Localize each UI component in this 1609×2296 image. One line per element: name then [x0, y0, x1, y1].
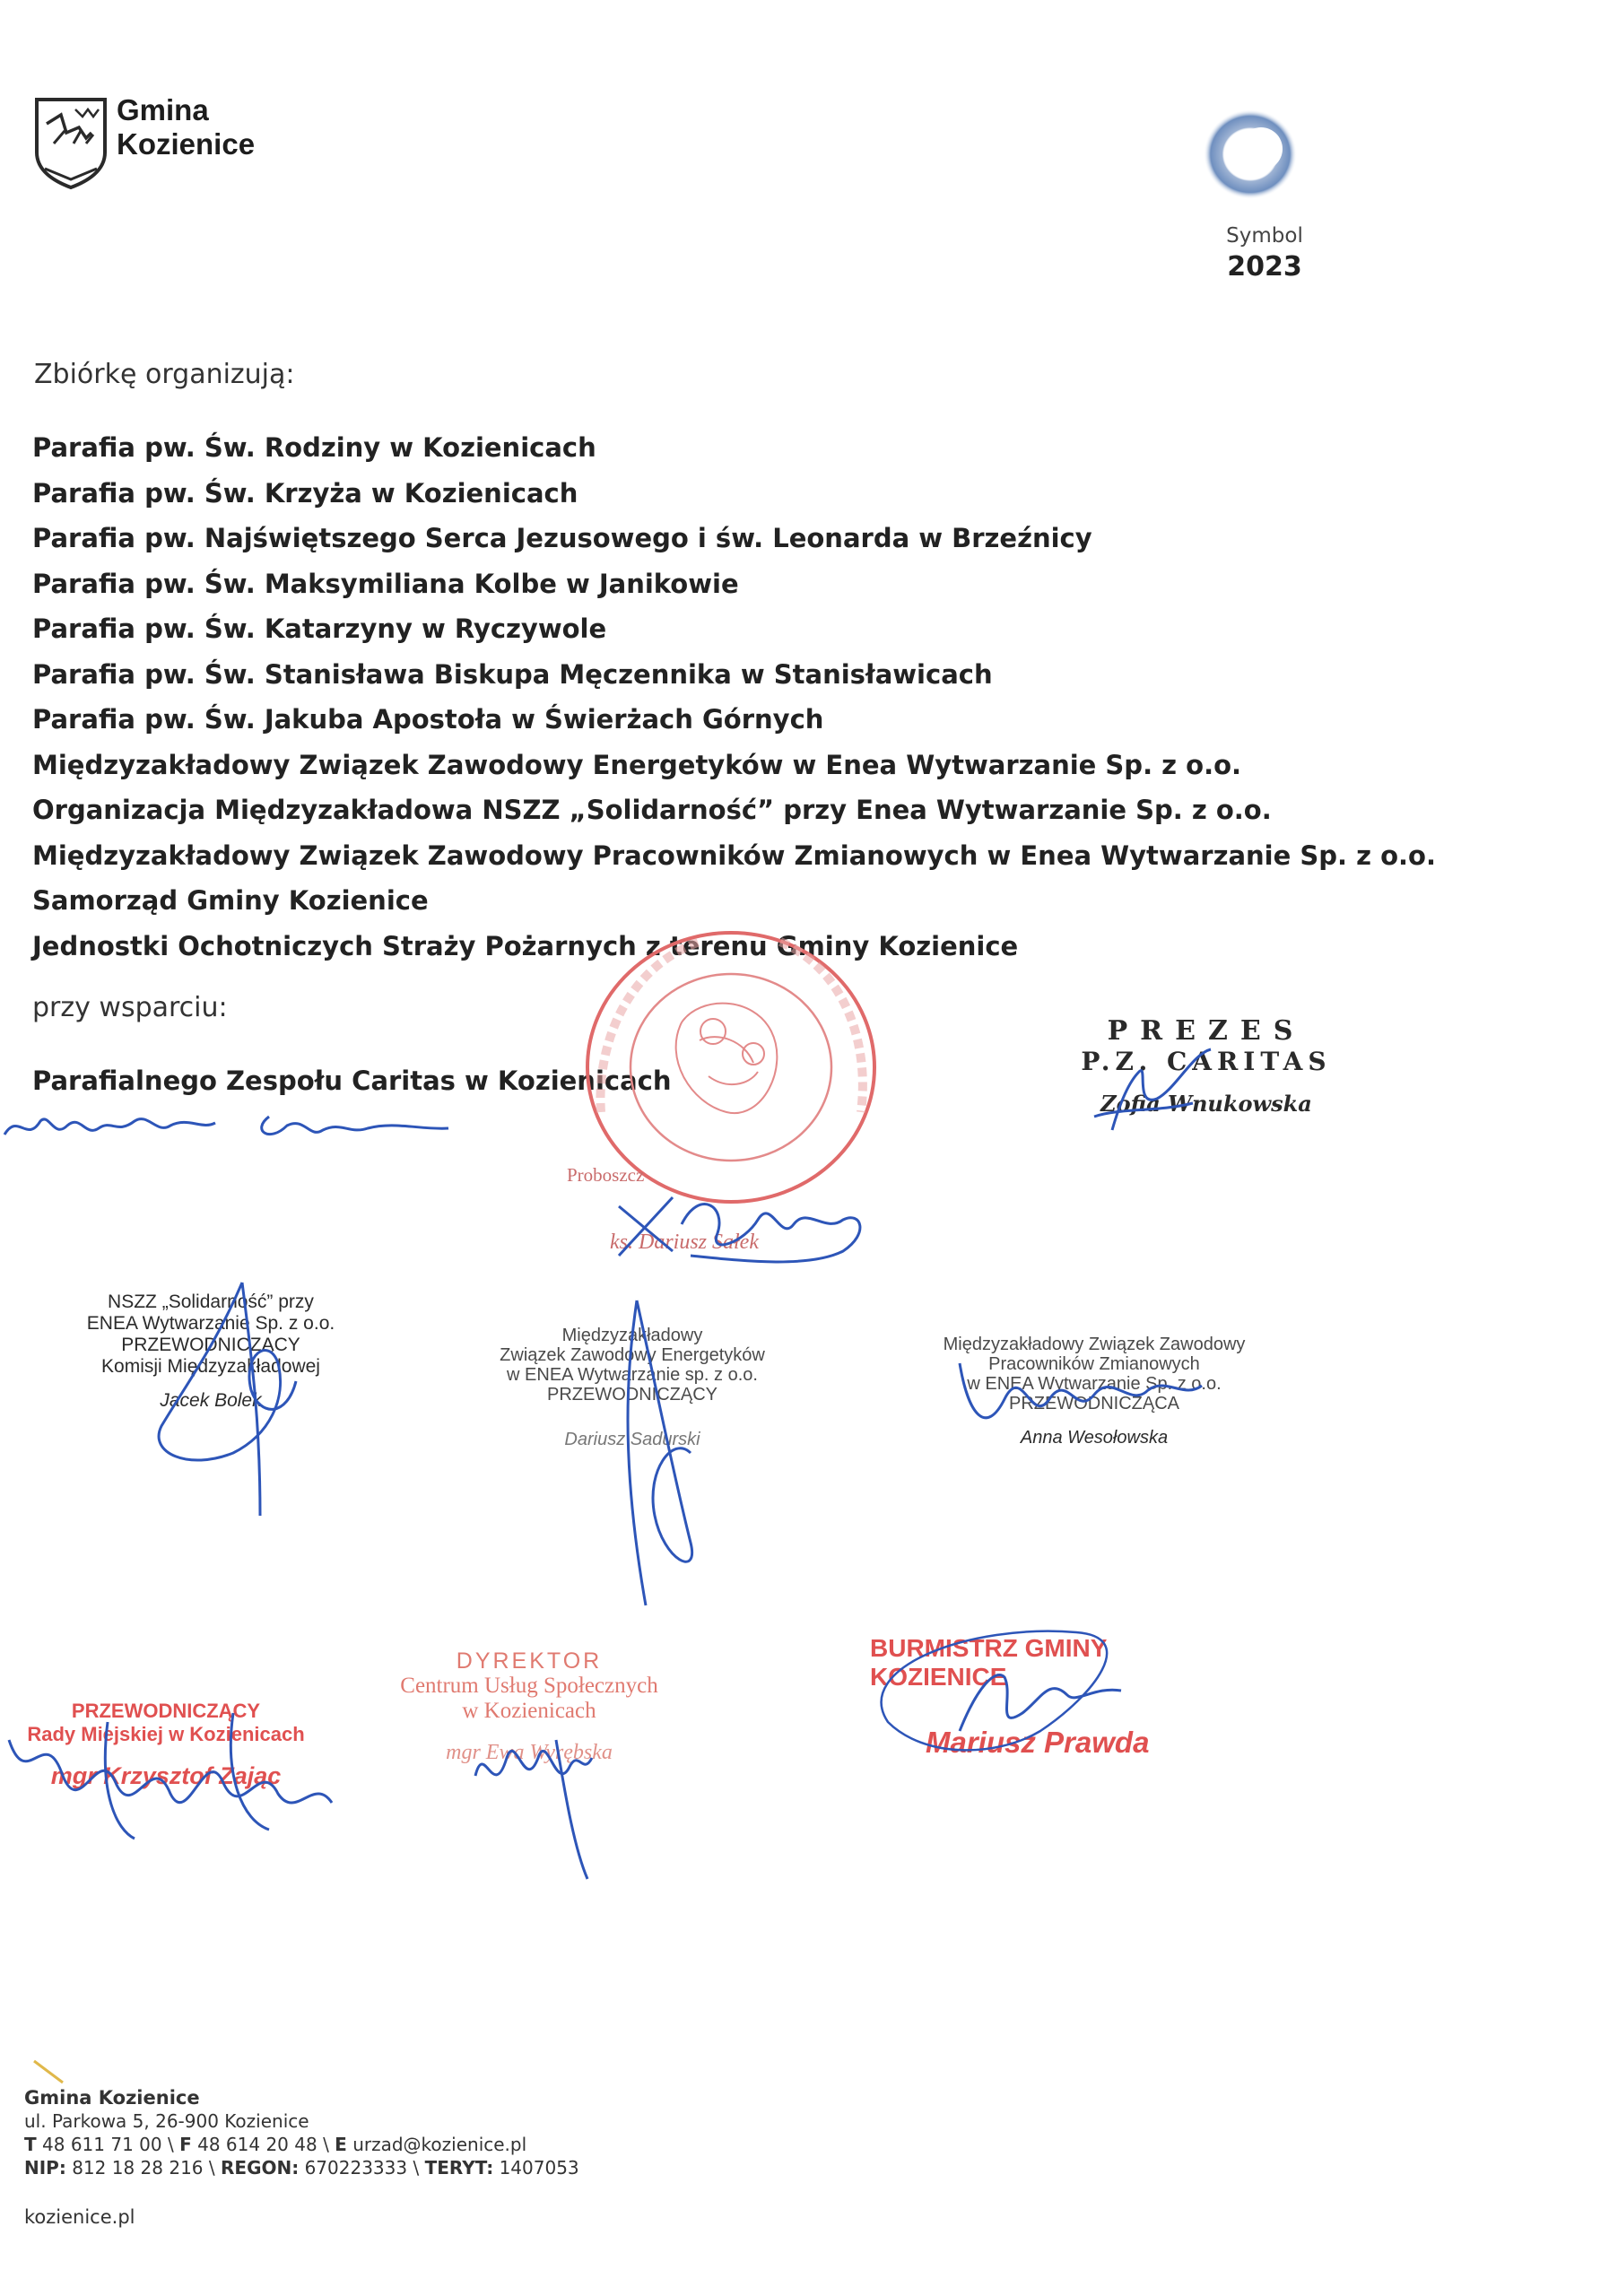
- organizer-item: Międzyzakładowy Związek Zawodowy Energetyków w Enea Wytwarzanie Sp. z o.o.: [32, 749, 1242, 780]
- organizer-item: Parafia pw. Św. Maksymiliana Kolbe w Janikowie: [32, 568, 739, 599]
- stamp-signer-name: Zofia Wnukowska: [1100, 1091, 1312, 1117]
- stamp-line: NSZZ „Solidarność” przy: [108, 1292, 314, 1312]
- organizer-item: Parafia pw. Św. Stanisława Biskupa Męczennika w Stanisławicach: [32, 658, 993, 690]
- gmina-crest-icon: [34, 97, 108, 190]
- teryt-label: TERYT:: [424, 2157, 494, 2179]
- symbol-year: 2023: [1227, 251, 1302, 283]
- seal-proboszcz-text: Proboszcz: [567, 1164, 645, 1186]
- symbol-label: Symbol: [1226, 224, 1303, 248]
- organizer-item: Międzyzakładowy Związek Zawodowy Pracowników Zmianowych w Enea Wytwarzanie Sp. z o.o.: [32, 839, 1436, 871]
- support-intro: przy wsparciu:: [32, 992, 228, 1023]
- teryt-value: 1407053: [499, 2157, 579, 2179]
- handwritten-signature: [0, 1094, 466, 1157]
- stamp-signer-name: mgr Ewa Wyrębska: [446, 1741, 613, 1764]
- stamp-signer-name: mgr Krzysztof Zając: [50, 1762, 282, 1789]
- logo-line-2: Kozienice: [117, 127, 256, 161]
- support-organization: Parafialnego Zespołu Caritas w Kozienicach: [32, 1065, 672, 1096]
- handwritten-signature: [574, 1292, 718, 1614]
- fax-label: F: [179, 2134, 192, 2155]
- seal-priest-name: ks. Dariusz Sałek: [610, 1231, 759, 1254]
- footer-org-name: Gmina Kozienice: [24, 2087, 200, 2109]
- footer-phones: [24, 2133, 579, 2156]
- stamp-line: ENEA Wytwarzanie Sp. z o.o.: [86, 1313, 335, 1334]
- stamp-line: w Kozienicach: [462, 1699, 596, 1723]
- stamp-line: w ENEA Wytwarzanie sp. z o.o.: [507, 1365, 758, 1385]
- organizers-list: [32, 425, 1436, 969]
- separator: \: [208, 2157, 215, 2179]
- stamp-signer-name: Jacek Bolek: [160, 1390, 262, 1411]
- organizers-intro: Zbiórkę organizują:: [34, 359, 295, 390]
- stamp-signer-name: Dariusz Sadurski: [564, 1430, 700, 1449]
- symbol-ring-icon: [1200, 109, 1309, 199]
- stamp-line: PRZEWODNICZĄCY: [547, 1385, 718, 1405]
- phone-number: 48 611 71 00: [42, 2134, 162, 2155]
- handwritten-signature: [152, 1274, 332, 1543]
- handwritten-signature: [457, 1704, 628, 1883]
- stamp-line: w ENEA Wytwarzanie Sp. z o.o.: [967, 1374, 1222, 1394]
- stamp-line: Pracowników Zmianowych: [988, 1354, 1200, 1374]
- stamp-line: Rady Miejskiej w Kozienicach: [27, 1723, 305, 1745]
- email-link[interactable]: urzad@kozienice.pl: [352, 2134, 527, 2155]
- footer-registry: [24, 2156, 579, 2179]
- stamp-line: Związek Zawodowy Energetyków: [500, 1345, 765, 1365]
- website-link[interactable]: kozienice.pl: [24, 2206, 135, 2228]
- organizer-item: Jednostki Ochotniczych Straży Pożarnych z terenu Gminy Kozienice: [32, 930, 1019, 961]
- nip-value: 812 18 28 216: [72, 2157, 204, 2179]
- separator: \: [413, 2157, 420, 2179]
- stamp-line: PRZEWODNICZĄCY: [121, 1335, 300, 1355]
- organizer-item: Parafia pw. Św. Katarzyny w Ryczywole: [32, 613, 607, 644]
- footer-accent-mark: [32, 2059, 68, 2086]
- organizer-item: Organizacja Międzyzakładowa NSZZ „Solidarność” przy Enea Wytwarzanie Sp. z o.o.: [32, 795, 1272, 825]
- regon-value: 670223333: [304, 2157, 408, 2179]
- organizer-item: Parafia pw. Św. Krzyża w Kozienicach: [32, 477, 578, 509]
- stamp-line: BURMISTRZ GMINY KOZIENICE: [870, 1634, 1107, 1691]
- organizer-item: Samorząd Gminy Kozienice: [32, 885, 429, 916]
- stamp-signer-name: Anna Wesołowska: [1020, 1428, 1169, 1448]
- handwritten-signature: [951, 1345, 1238, 1444]
- logo-line-1: Gmina: [117, 93, 209, 126]
- stamp-line: DYREKTOR: [456, 1648, 603, 1674]
- organizer-item: Parafia pw. Św. Rodziny w Kozienicach: [32, 432, 596, 463]
- stamp-line: Centrum Usług Społecznych: [400, 1674, 658, 1698]
- stamp-line: PRZEWODNICZĄCY: [71, 1700, 261, 1722]
- handwritten-signature: [0, 1686, 350, 1848]
- handwritten-signature: [1076, 1045, 1220, 1144]
- separator: \: [323, 2134, 329, 2155]
- footer-address: ul. Parkowa 5, 26-900 Kozienice: [24, 2110, 309, 2132]
- nip-label: NIP:: [24, 2157, 66, 2179]
- stamp-line: Komisji Międzyzakładowej: [101, 1356, 320, 1377]
- separator: \: [167, 2134, 174, 2155]
- handwritten-signature: [601, 1170, 879, 1269]
- regon-label: REGON:: [221, 2157, 300, 2179]
- organizer-item: Parafia pw. Św. Jakuba Apostoła w Świerżach Górnych: [32, 704, 824, 735]
- email-label: E: [335, 2134, 347, 2155]
- stamp-signer-name: Mariusz Prawda: [926, 1726, 1150, 1759]
- stamp-line: Międzyzakładowy Związek Zawodowy: [943, 1335, 1246, 1354]
- gmina-logo-text: [117, 93, 255, 161]
- stamp-org: P.Z. CARITAS: [1081, 1047, 1332, 1076]
- fax-number: 48 614 20 48: [197, 2134, 317, 2155]
- stamp-line: PRZEWODNICZĄCA: [1009, 1394, 1179, 1413]
- organizer-item: Parafia pw. Najświętszego Serca Jezusowego i św. Leonarda w Brzeźnicy: [32, 523, 1092, 553]
- stamp-line: Międzyzakładowy: [561, 1326, 703, 1345]
- stamp-title: PREZES: [1107, 1015, 1306, 1047]
- phone-label: T: [24, 2134, 37, 2155]
- footer-contact: [24, 2086, 579, 2179]
- handwritten-signature: [861, 1614, 1220, 1767]
